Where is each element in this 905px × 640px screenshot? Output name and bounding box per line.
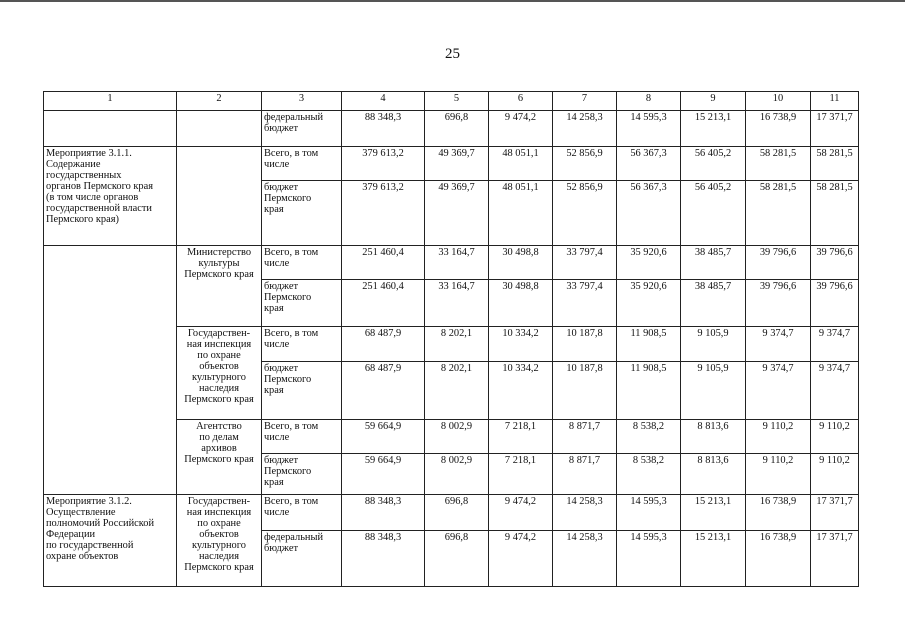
value-cell: 696,8: [425, 111, 489, 147]
source-label: федеральный бюджет: [262, 531, 342, 587]
value-cell: 33 164,7: [425, 246, 489, 280]
empty-cell: [44, 111, 177, 147]
value-cell: 379 613,2: [342, 181, 425, 246]
value-cell: 9 474,2: [489, 495, 553, 531]
value-cell: 52 856,9: [553, 181, 617, 246]
header-cell: 6: [489, 92, 553, 111]
value-cell: 39 796,6: [811, 246, 859, 280]
value-cell: 58 281,5: [811, 181, 859, 246]
header-row: [44, 92, 859, 111]
value-cell: 7 218,1: [489, 454, 553, 495]
header-cell: 10: [746, 92, 811, 111]
value-cell: 35 920,6: [617, 246, 681, 280]
table-row: [44, 246, 859, 280]
value-cell: 15 213,1: [681, 495, 746, 531]
value-cell: 17 371,7: [811, 531, 859, 587]
value-cell: 88 348,3: [342, 495, 425, 531]
value-cell: 10 187,8: [553, 327, 617, 362]
empty-cell: [177, 111, 262, 147]
value-cell: 58 281,5: [746, 147, 811, 181]
value-cell: 8 538,2: [617, 454, 681, 495]
source-label: Всего, в том числе: [262, 495, 342, 531]
value-cell: 8 871,7: [553, 454, 617, 495]
value-cell: 33 797,4: [553, 246, 617, 280]
value-cell: 33 164,7: [425, 280, 489, 327]
value-cell: 14 258,3: [553, 495, 617, 531]
table-row: [44, 495, 859, 531]
value-cell: 68 487,9: [342, 327, 425, 362]
value-cell: 14 258,3: [553, 111, 617, 147]
value-cell: 9 110,2: [746, 454, 811, 495]
header-cell: 5: [425, 92, 489, 111]
value-cell: 58 281,5: [746, 181, 811, 246]
value-cell: 15 213,1: [681, 531, 746, 587]
value-cell: 56 367,3: [617, 147, 681, 181]
value-cell: 10 334,2: [489, 362, 553, 420]
value-cell: 56 405,2: [681, 147, 746, 181]
source-label: бюджет Пермского края: [262, 362, 342, 420]
value-cell: 11 908,5: [617, 362, 681, 420]
value-cell: 9 374,7: [811, 327, 859, 362]
executor-label: Государствен- ная инспекция по охране объектов культурного наследия Пермского края: [177, 495, 262, 587]
value-cell: 11 908,5: [617, 327, 681, 362]
source-label: бюджет Пермского края: [262, 454, 342, 495]
value-cell: 8 538,2: [617, 420, 681, 454]
value-cell: 9 110,2: [811, 420, 859, 454]
budget-table: [43, 91, 859, 587]
source-label: Всего, в том числе: [262, 420, 342, 454]
value-cell: 88 348,3: [342, 531, 425, 587]
value-cell: 56 367,3: [617, 181, 681, 246]
value-cell: 16 738,9: [746, 111, 811, 147]
value-cell: 35 920,6: [617, 280, 681, 327]
measure-label: Мероприятие 3.1.1. Содержание государственных органов Пермского края (в том числе органов государственной власти Пермского края): [44, 147, 177, 246]
value-cell: 8 002,9: [425, 420, 489, 454]
value-cell: 16 738,9: [746, 531, 811, 587]
value-cell: 9 474,2: [489, 111, 553, 147]
value-cell: 48 051,1: [489, 147, 553, 181]
header-cell: 4: [342, 92, 425, 111]
source-label: бюджет Пермского края: [262, 280, 342, 327]
header-cell: 9: [681, 92, 746, 111]
value-cell: 48 051,1: [489, 181, 553, 246]
value-cell: 88 348,3: [342, 111, 425, 147]
top-rule: [0, 0, 905, 2]
value-cell: 9 474,2: [489, 531, 553, 587]
value-cell: 379 613,2: [342, 147, 425, 181]
value-cell: 10 334,2: [489, 327, 553, 362]
value-cell: 30 498,8: [489, 246, 553, 280]
value-cell: 14 595,3: [617, 111, 681, 147]
table-row: [44, 147, 859, 181]
source-label: бюджет Пермского края: [262, 181, 342, 246]
value-cell: 9 110,2: [811, 454, 859, 495]
value-cell: 39 796,6: [811, 280, 859, 327]
value-cell: 17 371,7: [811, 495, 859, 531]
value-cell: 15 213,1: [681, 111, 746, 147]
value-cell: 68 487,9: [342, 362, 425, 420]
value-cell: 14 595,3: [617, 531, 681, 587]
value-cell: 58 281,5: [811, 147, 859, 181]
value-cell: 30 498,8: [489, 280, 553, 327]
measure-label: Мероприятие 3.1.2. Осуществление полномочий Российской Федерации по государственной охране объектов: [44, 495, 177, 587]
value-cell: 8 202,1: [425, 327, 489, 362]
value-cell: 696,8: [425, 495, 489, 531]
page-number: 25: [445, 46, 460, 62]
value-cell: 16 738,9: [746, 495, 811, 531]
value-cell: 8 002,9: [425, 454, 489, 495]
value-cell: 52 856,9: [553, 147, 617, 181]
value-cell: 8 813,6: [681, 420, 746, 454]
source-label: Всего, в том числе: [262, 327, 342, 362]
value-cell: 251 460,4: [342, 246, 425, 280]
value-cell: 39 796,6: [746, 246, 811, 280]
value-cell: 17 371,7: [811, 111, 859, 147]
value-cell: 49 369,7: [425, 181, 489, 246]
executor-label: Государствен- ная инспекция по охране объектов культурного наследия Пермского края: [177, 327, 262, 420]
value-cell: 696,8: [425, 531, 489, 587]
value-cell: 39 796,6: [746, 280, 811, 327]
value-cell: 10 187,8: [553, 362, 617, 420]
value-cell: 251 460,4: [342, 280, 425, 327]
value-cell: 33 797,4: [553, 280, 617, 327]
executor-label: Министерство культуры Пермского края: [177, 246, 262, 327]
value-cell: 8 813,6: [681, 454, 746, 495]
header-cell: 11: [811, 92, 859, 111]
table-row: [44, 111, 859, 147]
value-cell: 59 664,9: [342, 454, 425, 495]
empty-cell: [177, 147, 262, 246]
value-cell: 56 405,2: [681, 181, 746, 246]
source-label: Всего, в том числе: [262, 147, 342, 181]
value-cell: 14 258,3: [553, 531, 617, 587]
value-cell: 7 218,1: [489, 420, 553, 454]
value-cell: 9 105,9: [681, 362, 746, 420]
value-cell: 8 871,7: [553, 420, 617, 454]
source-label: федеральный бюджет: [262, 111, 342, 147]
value-cell: 8 202,1: [425, 362, 489, 420]
header-cell: 1: [44, 92, 177, 111]
value-cell: 9 374,7: [811, 362, 859, 420]
empty-cell: [44, 246, 177, 495]
value-cell: 9 374,7: [746, 362, 811, 420]
value-cell: 38 485,7: [681, 280, 746, 327]
executor-label: Агентство по делам архивов Пермского края: [177, 420, 262, 495]
value-cell: 49 369,7: [425, 147, 489, 181]
header-cell: 2: [177, 92, 262, 111]
value-cell: 9 110,2: [746, 420, 811, 454]
header-cell: 8: [617, 92, 681, 111]
value-cell: 9 105,9: [681, 327, 746, 362]
value-cell: 9 374,7: [746, 327, 811, 362]
value-cell: 38 485,7: [681, 246, 746, 280]
source-label: Всего, в том числе: [262, 246, 342, 280]
value-cell: 59 664,9: [342, 420, 425, 454]
value-cell: 14 595,3: [617, 495, 681, 531]
header-cell: 7: [553, 92, 617, 111]
header-cell: 3: [262, 92, 342, 111]
